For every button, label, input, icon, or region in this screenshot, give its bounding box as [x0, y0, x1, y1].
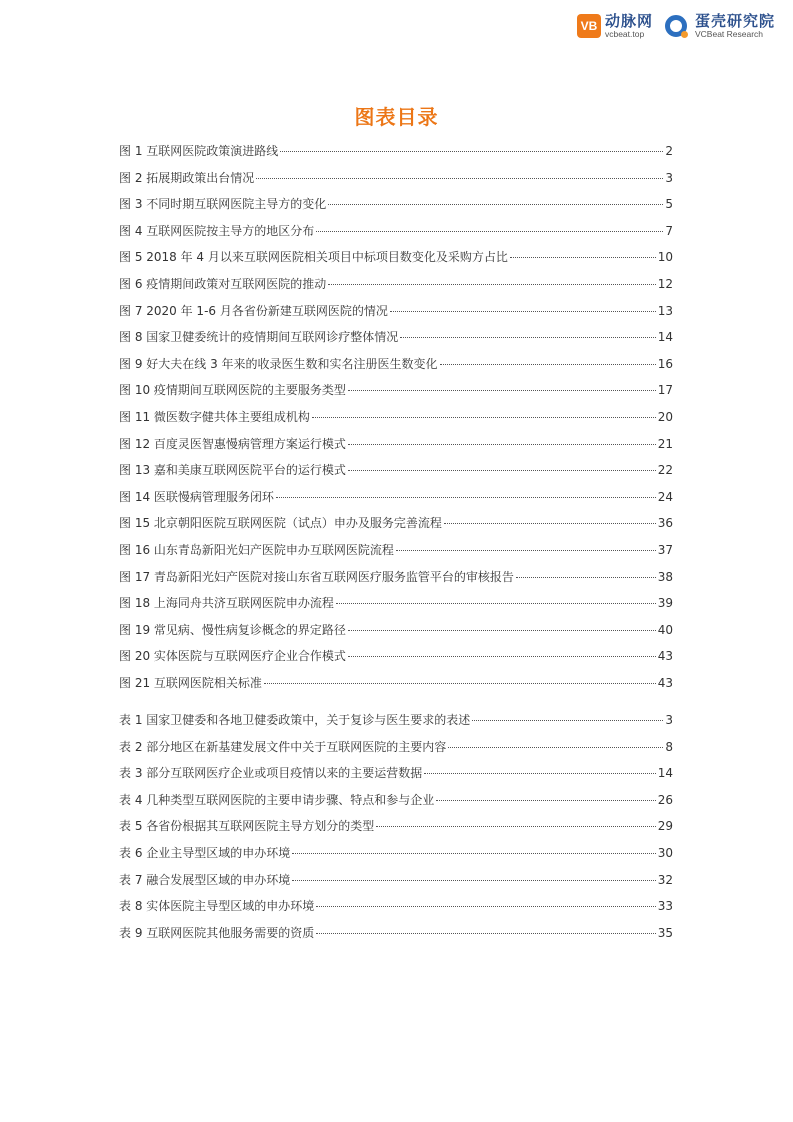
figure-entry[interactable] [119, 515, 673, 542]
dot-leader [264, 683, 656, 684]
table-entry-page-number: 8 [665, 739, 673, 754]
figure-entry-page-number: 7 [665, 223, 673, 238]
dot-leader [328, 204, 663, 205]
header-logos [577, 14, 775, 39]
figure-entry[interactable] [119, 622, 673, 649]
figure-entry[interactable] [119, 462, 673, 489]
vcbeat-research-logo-icon [665, 15, 687, 37]
dot-leader [448, 747, 663, 748]
table-entry[interactable] [119, 845, 673, 872]
table-entry[interactable] [119, 925, 673, 952]
figure-entry[interactable] [119, 223, 673, 250]
figure-entry-page-number: 37 [657, 542, 673, 557]
table-entry-page-number: 32 [657, 872, 673, 887]
page-title: 图表目录 [354, 105, 439, 129]
figure-entry-label: 图 13 嘉和美康互联网医院平台的运行模式 [119, 463, 346, 478]
dot-leader [292, 880, 655, 881]
table-entry-label: 表 6 企业主导型区域的申办环境 [119, 845, 291, 860]
dot-leader [280, 151, 663, 152]
dot-leader [396, 550, 656, 551]
table-entry-page-number: 26 [657, 792, 673, 807]
figure-entry[interactable] [119, 648, 673, 675]
figure-entry-label: 图 2 拓展期政策出台情况 [119, 170, 255, 185]
dot-leader [316, 933, 655, 934]
figure-entry[interactable] [119, 303, 673, 330]
dot-leader [316, 231, 663, 232]
figure-entry[interactable] [119, 569, 673, 596]
table-entry[interactable] [119, 792, 673, 819]
figure-entry[interactable] [119, 249, 673, 276]
dot-leader [316, 906, 655, 907]
figure-entry-label: 图 20 实体医院与互联网医疗企业合作模式 [119, 649, 346, 664]
dot-leader [510, 257, 656, 258]
figure-entry[interactable] [119, 196, 673, 223]
table-entry[interactable] [119, 872, 673, 899]
figure-entry[interactable] [119, 489, 673, 516]
dot-leader [348, 390, 656, 391]
dot-leader [312, 417, 656, 418]
figure-entry-label: 图 17 青岛新阳光妇产医院对接山东省互联网医疗服务监管平台的审核报告 [119, 569, 514, 584]
table-entry-label: 表 8 实体医院主导型区域的申办环境 [119, 899, 315, 914]
figure-entry[interactable] [119, 143, 673, 170]
figure-entry-page-number: 12 [657, 276, 673, 291]
vcbeat-logo-cn: 动脉网 [604, 12, 653, 30]
figure-entry[interactable] [119, 542, 673, 569]
figure-entry[interactable] [119, 329, 673, 356]
figure-entry-label: 图 15 北京朝阳医院互联网医院（试点）申办及服务完善流程 [119, 516, 442, 531]
table-entry-label: 表 2 部分地区在新基建发展文件中关于互联网医院的主要内容 [119, 739, 447, 754]
table-entry-label: 表 7 融合发展型区域的申办环境 [119, 872, 291, 887]
dot-leader [444, 523, 656, 524]
figure-entry-page-number: 2 [665, 144, 673, 158]
table-entry-page-number: 3 [665, 713, 673, 727]
figure-entry-label: 图 21 互联网医院相关标准 [119, 675, 262, 690]
figure-entry-label: 图 1 互联网医院政策演进路线 [119, 144, 279, 158]
dot-leader [424, 773, 655, 774]
figure-entry-label: 图 5 2018 年 4 月以来互联网医院相关项目中标项目数变化及采购方占比 [119, 250, 508, 265]
table-entry-page-number: 33 [657, 899, 673, 914]
figure-entry-label: 图 9 好大夫在线 3 年来的收录医生数和实名注册医生数变化 [119, 356, 438, 371]
figure-entry-page-number: 36 [657, 516, 673, 531]
dot-leader [336, 603, 656, 604]
figure-entry[interactable] [119, 382, 673, 409]
table-entry-page-number: 29 [657, 819, 673, 834]
dot-leader [256, 178, 663, 179]
table-entry-label: 表 4 几种类型互联网医院的主要申请步骤、特点和参与企业 [119, 792, 435, 807]
figure-entry-page-number: 10 [657, 250, 673, 265]
figure-entry-label: 图 12 百度灵医智惠慢病管理方案运行模式 [119, 436, 346, 451]
figure-entry-label: 图 11 微医数字健共体主要组成机构 [119, 409, 310, 424]
figure-entry-label: 图 8 国家卫健委统计的疫情期间互联网诊疗整体情况 [119, 330, 399, 345]
figure-entry-page-number: 3 [665, 170, 673, 185]
dot-leader [516, 577, 656, 578]
figure-entry-page-number: 21 [657, 436, 673, 451]
table-entry-page-number: 35 [657, 925, 673, 940]
table-entry[interactable] [119, 739, 673, 766]
table-entry[interactable] [119, 818, 673, 845]
dot-leader [376, 826, 655, 827]
vcbeat-research-logo-en: VCBeat Research [694, 28, 764, 39]
table-entry-label: 表 9 互联网医院其他服务需要的资质 [119, 925, 315, 940]
figure-entry-page-number: 39 [657, 596, 673, 611]
table-entry-page-number: 30 [657, 845, 673, 860]
figure-entry[interactable] [119, 436, 673, 463]
dot-leader [348, 444, 656, 445]
table-entry[interactable] [119, 898, 673, 925]
figure-entry-label: 图 14 医联慢病管理服务闭环 [119, 489, 274, 504]
dot-leader [348, 656, 656, 657]
figure-entry[interactable] [119, 170, 673, 197]
figure-entry[interactable] [119, 356, 673, 383]
figure-entry-label: 图 19 常见病、慢性病复诊概念的界定路径 [119, 622, 346, 637]
vcbeat-logo-en: vcbeat.top [604, 28, 645, 39]
figure-entry-page-number: 5 [665, 197, 673, 212]
dot-leader [436, 800, 655, 801]
figure-entry-page-number: 38 [657, 569, 673, 584]
dot-leader [440, 364, 656, 365]
dot-leader [276, 497, 656, 498]
figure-entry-page-number: 22 [657, 463, 673, 478]
figure-entry[interactable] [119, 595, 673, 622]
figure-entry[interactable] [119, 409, 673, 436]
figure-entry-page-number: 16 [657, 356, 673, 371]
dot-leader [400, 337, 655, 338]
figure-entry-label: 图 10 疫情期间互联网医院的主要服务类型 [119, 383, 346, 398]
table-list [119, 712, 673, 951]
figure-entry-label: 图 7 2020 年 1-6 月各省份新建互联网医院的情况 [119, 303, 388, 318]
table-entry[interactable] [119, 765, 673, 792]
figure-entry-label: 图 18 上海同舟共济互联网医院申办流程 [119, 596, 334, 611]
figure-entry-label: 图 3 不同时期互联网医院主导方的变化 [119, 197, 327, 212]
figure-entry-page-number: 40 [657, 622, 673, 637]
table-entry-label: 表 1 国家卫健委和各地卫健委政策中，关于复诊与医生要求的表述 [119, 713, 471, 727]
dot-leader [292, 853, 655, 854]
figure-entry-page-number: 13 [657, 303, 673, 318]
table-entry[interactable] [119, 712, 673, 739]
dot-leader [348, 470, 656, 471]
figure-list [119, 143, 673, 701]
figure-entry-page-number: 43 [657, 649, 673, 664]
vcbeat-logo [577, 14, 653, 39]
table-entry-page-number: 14 [657, 766, 673, 781]
figure-entry[interactable] [119, 675, 673, 702]
figure-entry-page-number: 20 [657, 409, 673, 424]
figure-entry-page-number: 14 [657, 330, 673, 345]
figure-entry-page-number: 17 [657, 383, 673, 398]
dot-leader [390, 311, 656, 312]
figure-entry[interactable] [119, 276, 673, 303]
figure-entry-label: 图 4 互联网医院按主导方的地区分布 [119, 223, 315, 238]
table-entry-label: 表 3 部分互联网医疗企业或项目疫情以来的主要运营数据 [119, 766, 423, 781]
vcbeat-research-logo [665, 14, 775, 39]
vcbeat-research-logo-cn: 蛋壳研究院 [694, 12, 775, 30]
figure-entry-page-number: 24 [657, 489, 673, 504]
figure-entry-label: 图 6 疫情期间政策对互联网医院的推动 [119, 276, 327, 291]
dot-leader [472, 720, 663, 721]
figure-entry-label: 图 16 山东青岛新阳光妇产医院申办互联网医院流程 [119, 542, 394, 557]
figure-entry-page-number: 43 [657, 675, 673, 690]
table-entry-label: 表 5 各省份根据其互联网医院主导方划分的类型 [119, 819, 375, 834]
dot-leader [348, 630, 656, 631]
dot-leader [328, 284, 655, 285]
vcbeat-logo-mark: VB [577, 14, 601, 38]
